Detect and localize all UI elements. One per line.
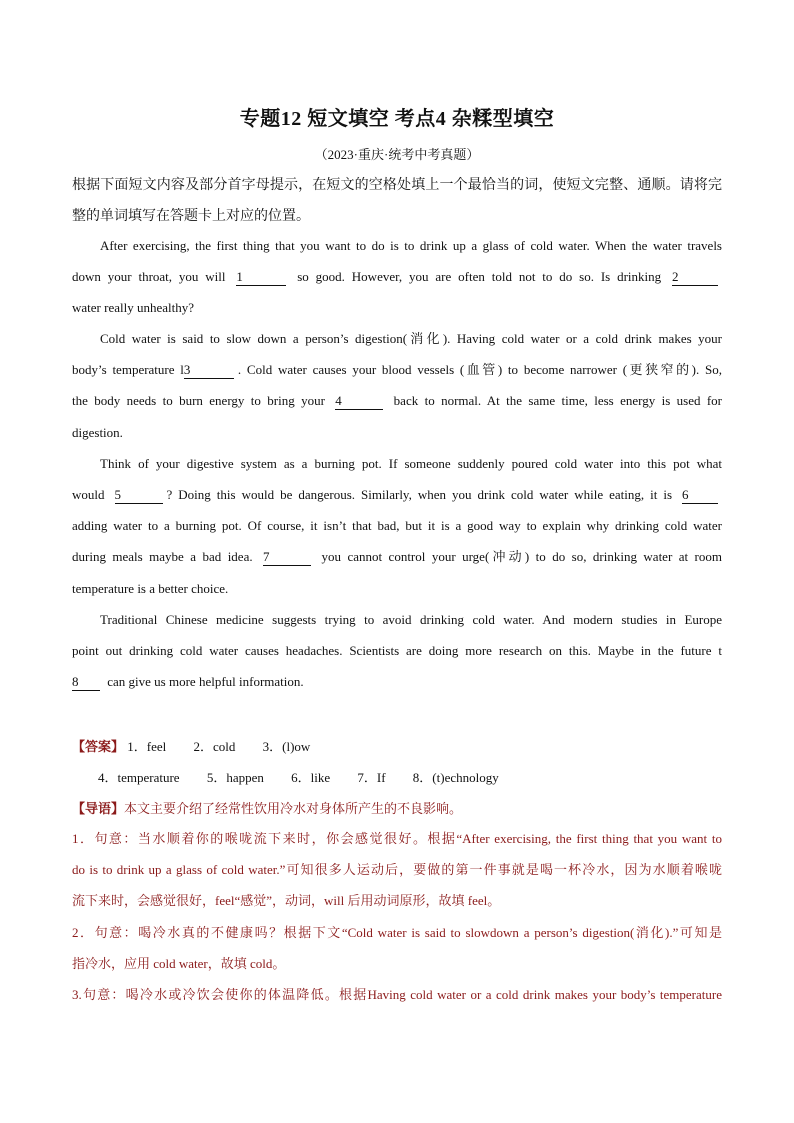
answer-item: 5．happen (206, 770, 264, 785)
blank-7: 7 (263, 549, 311, 566)
passage-p4-line-2: point out drinking cold water causes headaches. Scientists are doing more research on this. Maybe in the future t (72, 643, 722, 658)
page-subtitle: （2023·重庆·统考中考真题） (314, 147, 480, 162)
guide-text: 本文主要介绍了经常性饮用冷水对身体所产生的不良影响。 (124, 801, 463, 816)
passage-p2-line-3 (72, 391, 722, 411)
blank-4: 4 (335, 393, 383, 410)
passage-p4-line-3 (72, 672, 722, 692)
explanation-line-3: 流下来时，会感觉很好，feel“感觉”，动词，will 后用动词原形，故填 feel。 (72, 893, 501, 908)
blank-1: 1 (236, 269, 286, 286)
passage-p3-line-5: temperature is a better choice. (72, 581, 229, 596)
passage-p3-line-3: adding water to a burning pot. Of course, it isn’t that bad, but it is a good way to explain why drinking cold water (72, 518, 722, 533)
passage-p2-line-4: digestion. (72, 425, 123, 440)
passage-p3-line-4 (72, 547, 722, 567)
answer-row-1 (72, 736, 334, 755)
answer-label: 【答案】 (72, 739, 125, 754)
passage-p2-line-2 (72, 360, 722, 380)
text-segment: during meals maybe a bad idea. (72, 549, 253, 564)
passage-p3-line-2 (72, 485, 722, 505)
answer-item: 8．(t)echnology (412, 770, 499, 785)
blank-2: 2 (672, 269, 718, 286)
blank-8: 8 (72, 674, 100, 691)
text-segment: back to normal. At the same time, less energy is used for (393, 393, 723, 408)
explanation-line-5: 指冷水，应用 cold water，故填 cold。 (72, 956, 286, 971)
answer-item: 6．like (291, 770, 331, 785)
explanation-line-1: 1．句意：当水顺着你的喉咙流下来时，你会感觉很好。根据“After exercising, the first thing that you want to (72, 831, 722, 846)
guide-row (72, 798, 462, 817)
passage-p2-line-1: Cold water is said to slow down a person’s digestion(消化). Having cold water or a cold drink makes your (100, 331, 722, 346)
passage-p3-line-1: Think of your digestive system as a burning pot. If someone suddenly poured cold water into this pot what (100, 456, 722, 471)
text-segment: down your throat, you will (72, 269, 226, 284)
blank-3: 3 (184, 362, 234, 379)
guide-label: 【导语】 (72, 801, 125, 816)
passage-p1-line-3: water really unhealthy? (72, 300, 194, 315)
answer-item: 3．(l)ow (262, 739, 311, 754)
text-segment: ? Doing this would be dangerous. Similarly, when you drink cold water while eating, it is (166, 487, 673, 502)
instruction-line-2: 整的单词填写在答题卡上对应的位置。 (72, 209, 310, 224)
answer-item: 4．temperature (98, 770, 180, 785)
answer-row-2 (98, 767, 523, 786)
page-title: 专题12 短文填空 考点4 杂糅型填空 (239, 108, 555, 130)
blank-6: 6 (682, 487, 718, 504)
text-segment: can give us more helpful information. (107, 674, 304, 689)
text-segment: so good. However, you are often told not to do so. Is drinking (297, 269, 662, 284)
text-segment: body’s temperature l (72, 362, 184, 377)
text-segment: you cannot control your urge(冲动) to do so, drinking water at room (321, 549, 723, 564)
explanation-line-4: 2．句意：喝冷水真的不健康吗？根据下文“Cold water is said to slowdown a person’s digestion(消化).”可知是 (72, 925, 722, 940)
text-segment: . Cold water causes your blood vessels (血管) to become narrower (更狭窄的). So, (237, 362, 722, 377)
answer-item: 2．cold (193, 739, 236, 754)
answer-item: 1．feel (127, 739, 167, 754)
passage-p4-line-1: Traditional Chinese medicine suggests trying to avoid drinking cold water. And modern studies in Europe (100, 612, 722, 627)
instruction-line-1: 根据下面短文内容及部分首字母提示，在短文的空格处填上一个最恰当的词，使短文完整、通顺。请将完 (72, 178, 722, 193)
answer-item: 7．If (357, 770, 386, 785)
passage-p1-line-1: After exercising, the first thing that you want to do is to drink up a glass of cold water. When the water travels (100, 238, 722, 253)
passage-p1-line-2 (72, 267, 722, 287)
explanation-line-2: do is to drink up a glass of cold water.”可知很多人运动后，要做的第一件事就是喝一杯冷水，因为水顺着喉咙 (72, 862, 722, 877)
explanation-line-6: 3.句意：喝冷水或冷饮会使你的体温降低。根据Having cold water or a cold drink makes your body’s temperature (72, 987, 722, 1002)
text-segment: would (72, 487, 105, 502)
text-segment: the body needs to burn energy to bring your (72, 393, 325, 408)
blank-5: 5 (115, 487, 163, 504)
